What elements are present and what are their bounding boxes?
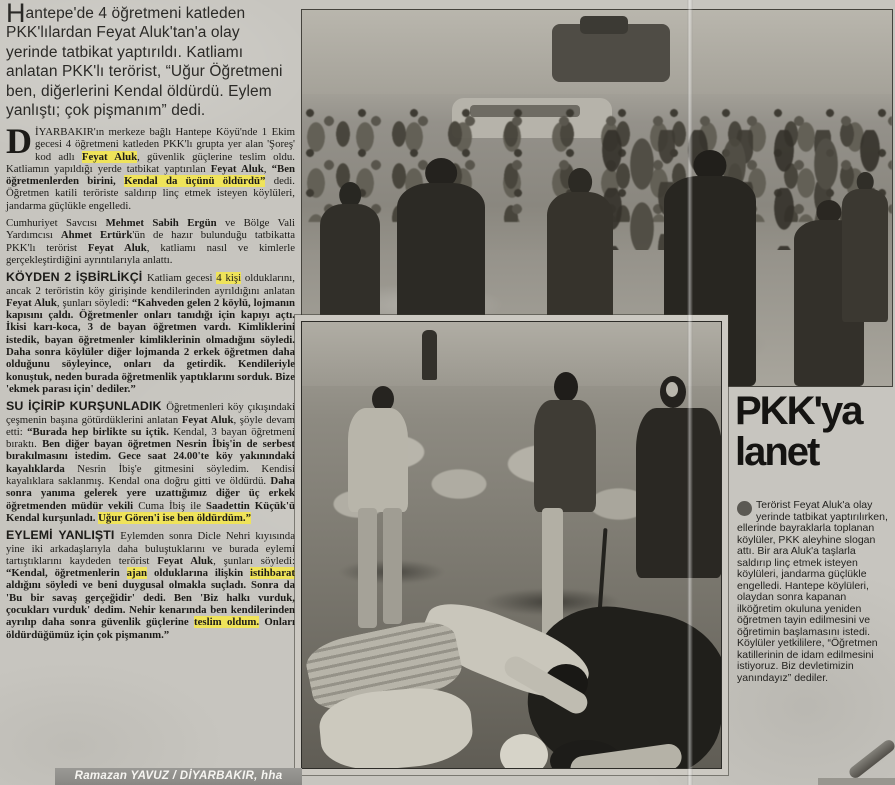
article-paragraph [6,271,295,395]
standing-man-leg [383,508,402,624]
text-segment: antepe'de 4 öğretmeni katleden PKK'lılardan Feyat Aluk'tan'a olay yerinde tatbikat yaptırıldı. Katliamı anlatan PKK'lı terörist, “Uğur Öğretmeni ben, diğerlerini Kendal öldürdü. Eylem yanlıştı; çok pişmanım” dedi. [6,5,283,120]
text-segment: Kendal da üçünü öldürdü” [124,175,266,188]
article-body [6,121,296,646]
text-segment: Cuma İbiş ile [138,499,206,512]
sidebar-article [737,500,890,684]
text-segment: “Kahveden gelen 2 köylü, lojmanın kapısını çaldı. Öğretmenler onları tanıdığı için kapıyı açtı. İkisi karı-koca, 3 de bayan öğretmen vardı. Kimliklerini istedik, bayan öğretmenler kimliklerinin olmadığını söyledi. Daha sonra köylüler diğer lojmanda 2 erkek öğretmen daha olduğunu söyleyince, onları da getirdik. Kendileriyle konuştuk, neden burada öğretmenlik yaptıklarını sorduk. Bize 'ekmek parası için' dediler.” [6,296,296,395]
text-segment: Feyat Aluk [6,296,57,309]
standing-man-shirt [534,400,596,512]
text-segment: EYLEMİ YANLIŞTI [6,528,121,543]
text-segment: “Burada hep birlikte su içtik. [27,425,174,438]
adjacent-page-fragment [818,778,895,785]
sidebar-text: Terörist Feyat Aluk'a olay yerinde tatbikat yaptırılırken, ellerinde bayraklarla toplanan köylüler, PKK aleyhine slogan attı. Bir ara Aluk'a taşlarla saldırıp linç etmek isteyen köylüleri, jandarma güçlükle engelledi. Hantepe köylüleri, olaydan sonra kapanan ilköğretim okuluna yeniden öğretmen tayin edilmesini ve öğretimin başlamasını istedi. Köylüler yetkililere, “Öğretmen katillerinin de idam edilmesini istiyoruz. Biz devletimizin yanındayız” dediler. [737,499,888,684]
text-segment: , şunları söyledi: [213,554,295,567]
text-segment: Saadettin Küçük'ü Kendal kurşunladı. [6,499,296,524]
intro-deck [6,0,294,120]
text-segment: , şunları söyledi: [56,296,132,309]
pen-photo-fragment [847,738,895,781]
text-segment: Öğretmenleri köy çıkışındaki çeşmenin başına götürdüklerini anlatan [6,401,295,426]
text-segment: Uğur Gören'i ise ben öldürdüm.” [98,511,252,524]
text-segment: SU İÇİRİP KURŞUNLADIK [6,399,167,414]
soldier-figure [842,172,888,322]
text-segment: Feyat Aluk [157,554,214,567]
distant-soldier-figure [422,330,437,380]
text-segment: Daha sonra yanıma gelerek yere uzattığımız diğer üç erkek öğretmenden müdür vekili [6,475,295,512]
text-segment: Feyat Aluk [81,150,138,163]
text-segment: Mehmet Sabih Ergün [105,217,217,230]
text-segment: “Ben öğretmenlerden birini, [6,162,295,188]
text-segment: olduklarına ilişkin [147,567,250,580]
text-segment: ajan [126,567,148,580]
text-segment: , katliamı nasıl ve kimlerle gerçekleştirdiğini ayrıntılarıyla anlattı. [6,241,295,266]
byline: Ramazan YAVUZ / DİYARBAKIR, hha [55,768,302,785]
text-segment: teslim oldum. [194,616,260,629]
text-segment: 'ün de hazır bulunduğu tatbikatta PKK'lı terörist [6,229,295,254]
text-segment: 4 kişi [216,272,242,285]
bottom-photo-frame [295,315,728,775]
text-segment: istihbarat [249,567,295,580]
sidebar-headline: PKK'ya lanet [735,389,862,474]
text-segment: aldığını söyledi ve beni duygusal olmakla suçladı. Sonra da 'Bu bir savaş gerçeğidir' dedi. Ben 'Biz halkı vurduk, çocukları vurduk' dedim. Nehir kenarında ben kendilerinden ayrılıp daha sonra güvenlik güçlerine [6,579,295,629]
article-paragraph [6,400,295,524]
armored-vehicle [552,24,670,82]
text-segment: KÖYDEN 2 İŞBİRLİKÇİ [6,270,147,285]
standing-man-leg [358,508,377,628]
text-segment: “Kendal, öğretmenlerin [6,567,127,580]
text-segment: dedi. Öğretmen katili teröriste saldırıp linç etmek isteyen köylüleri, jandarma güçlükle engelledi. [6,175,295,212]
bottom-photo [301,321,722,769]
text-segment: İYARBAKIR'ın merkeze bağlı Hantepe Köyü'nde 1 Ekim gecesi 4 öğretmeni katleden PKK'lı grupta yer alan 'Şoreş' kod adlı [35,126,295,163]
text-segment: Nesrin İbiş'e gitmesini söyledim. Kendisi kayalıklara saklanmış. Kendal ona doğru gitti ve öldürdü. [6,462,296,488]
paper-fold-crease [687,0,693,785]
text-segment: ve Bölge Vali Yardımcısı [6,217,295,242]
standing-man-jacket [348,408,408,512]
standing-man-suit [636,408,722,578]
text-segment: olduklarını, ancak 2 teröristin köy girişinde kendilerinden ayrıldığını anlatan [6,272,295,297]
riverbank [302,322,721,386]
text-segment: Ben diğer bayan öğretmen Nesrin İbiş'in de serbest bırakılmasını istedim. Gece saat 24.00'te köy yakınındaki kayalıklarda [6,438,295,475]
text-segment: , şöyle devam etti: [6,413,295,438]
text-segment: Onları öldürdüğümüz için çok pişmanım.” [6,616,296,641]
article-paragraph [6,121,295,212]
standing-man-head [554,372,578,402]
standing-man-face [666,382,678,397]
article-paragraph [6,529,295,641]
bullet-circle-icon [737,501,752,516]
text-segment: Kendal, 3 bayan öğretmeni bıraktı. [6,425,296,451]
text-segment: Cumhuriyet Savcısı [6,217,106,230]
text-segment: Eylemden sonra Dicle Nehri kıyısında yine iki arkadaşlarıyla daha buluştuklarını ve burada eylemi tartıştıklarını kaydeden terörist [6,530,295,567]
text-segment: , [263,162,272,175]
text-segment: D [6,121,32,161]
text-segment: Feyat Aluk [87,241,147,254]
article-paragraph [6,217,295,266]
lying-figure-cap [500,734,548,769]
text-segment: Feyat Aluk [181,413,234,426]
text-segment: Ahmet Ertürk [60,229,133,242]
text-segment: Feyat Aluk [210,162,264,175]
text-segment: H [6,0,26,28]
text-segment: Katliam gecesi [146,272,217,285]
text-segment: , güvenlik güçlerine teslim oldu. Katliamın yapıldığı yerde tatbikat yaptırılan [6,150,295,175]
